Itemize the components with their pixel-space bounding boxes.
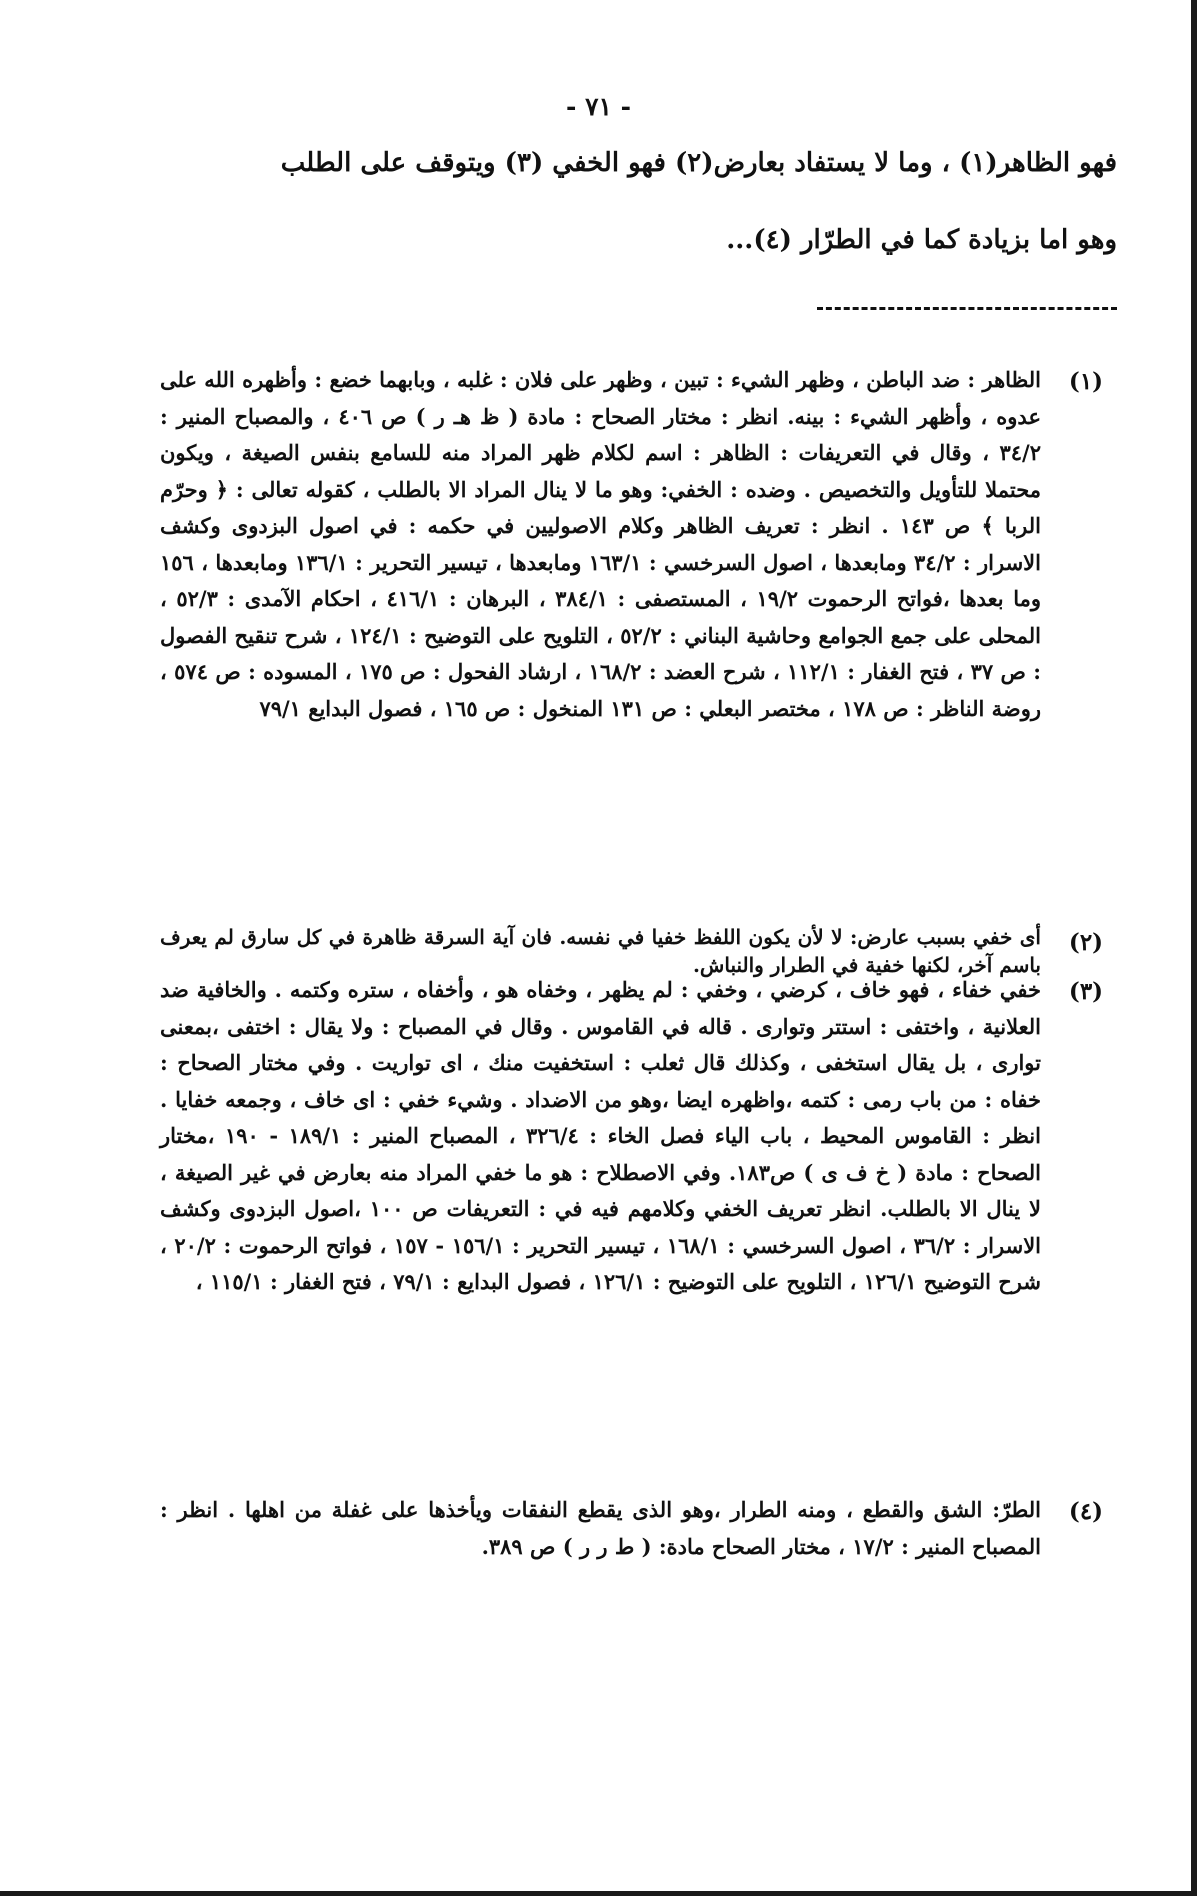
footnote-2-marker: (٢) xyxy=(1068,929,1104,956)
footnote-4-marker: (٤) xyxy=(1068,1498,1104,1525)
footnote-3 xyxy=(160,972,1115,1472)
footnote-1-marker: (١) xyxy=(1068,368,1104,395)
main-text-line-1: فهو الظاهر(١) ، وما لا يستفاد بعارض(٢) فهو الخفي (٣) ويتوقف على الطلب xyxy=(280,148,1117,178)
footnote-4 xyxy=(160,1492,1115,1632)
footnote-2 xyxy=(160,923,1115,979)
main-text-line-2: وهو اما بزيادة كما في الطرّار (٤)... xyxy=(726,225,1117,255)
footnote-4-text: الطرّ: الشق والقطع ، ومنه الطرار ،وهو الذى يقطع النفقات ويأخذها على غفلة من اهلها . انظر : المصباح المنير : ١٧/٢ ، مختار الصحاح مادة: ( ط ر ر ) ص ٣٨٩. xyxy=(160,1497,1041,1559)
scan-right-edge xyxy=(1191,0,1197,1896)
footnote-2-text: أى خفي بسبب عارض: لا لأن يكون اللفظ خفيا في نفسه. فان آية السرقة ظاهرة في كل سارق لم يعرف باسم آخر، لكنها خفية في الطرار والنباش. xyxy=(160,925,1041,977)
footnote-1 xyxy=(160,362,1115,912)
footnote-3-text: خفي خفاء ، فهو خاف ، كرضي ، وخفي : لم يظهر ، وخفاه هو ، وأخفاه ، ستره وكتمه . والخافية ضد العلانية ، واختفى : استتر وتوارى . قاله في القاموس . وقال في المصباح : ولا يقال : اختفى ،بمعنى توارى ، بل يقال استخفى ، وكذلك قال ثعلب : استخفيت منك ، اى تواريت . وفي مختار الصحاح : خفاه : من باب رمى : كتمه ،واظهره ايضا ،وهو من الاضداد . وشيء خفي : اى خاف ، وجمعه خفايا . انظر : القاموس المحيط ، باب الياء فصل الخاء : ٣٢٦/٤ ، المصباح المنير : ١٨٩/١ - ١٩٠ ،مختار الصحاح : مادة ( خ ف ى ) ص١٨٣. وفي الاصطلاح : هو ما خفي المراد منه بعارض في غير الصيغة ، لا ينال الا بالطلب. انظر تعريف الخفي وكلامهم فيه في : التعريفات ص ١٠٠ ،اصول البزدوى وكشف الاسرار : ٣٦/٢ ، اصول السرخسي : ١٦٨/١ ، تيسير التحرير : ١٥٦/١ - ١٥٧ ، فواتح الرحموت : ٢٠/٢ ، شرح التوضيح ١٢٦/١ ، التلويح على التوضيح : ١٢٦/١ ، فصول البدايع : ٧٩/١ ، فتح الغفار : ١١٥/١ ، xyxy=(160,977,1042,1294)
scan-bottom-edge xyxy=(0,1891,1197,1896)
page-number: - ٧١ - xyxy=(565,92,632,121)
footnote-separator xyxy=(817,307,1117,310)
footnote-3-marker: (٣) xyxy=(1068,978,1104,1005)
footnote-1-text: الظاهر : ضد الباطن ، وظهر الشيء : تبين ، وظهر على فلان : غلبه ، وبابهما خضع : وأظهره الله على عدوه ، وأظهر الشيء : بينه. انظر : مختار الصحاح : مادة ( ظ هـ ر ) ص ٤٠٦ ، والمصباح المنير : ٣٤/٢ ، وقال في التعريفات : الظاهر : اسم لكلام ظهر المراد منه للسامع بنفس الصيغة ، ويكون محتملا للتأويل والتخصيص . وضده : الخفي: وهو ما لا ينال المراد الا بالطلب ، كقوله تعالى : ﴿ وحرّم الربا ﴾ ص ١٤٣ . انظر : تعريف الظاهر وكلام الاصوليين في حكمه : في اصول البزدوى وكشف الاسرار : ٣٤/٢ ومابعدها ، اصول السرخسي : ١٦٣/١ ومابعدها ، تيسير التحرير : ١٣٦/١ ومابعدها ، ١٥٦ وما بعدها ،فواتح الرحموت ١٩/٢ ، المستصفى : ٣٨٤/١ ، البرهان : ٤١٦/١ ، احكام الآمدى : ٥٢/٣ ، المحلى على جمع الجوامع وحاشية البناني : ٥٢/٢ ، التلويح على التوضيح : ١٢٤/١ ، شرح تنقيح الفصول : ص ٣٧ ، فتح الغفار : ١١٢/١ ، شرح العضد : ١٦٨/٢ ، ارشاد الفحول : ص ١٧٥ ، المسوده : ص ٥٧٤ ، روضة الناظر : ص ١٧٨ ، مختصر البعلي : ص ١٣١ المنخول : ص ١٦٥ ، فصول البدايع ٧٩/١ xyxy=(160,367,1042,721)
